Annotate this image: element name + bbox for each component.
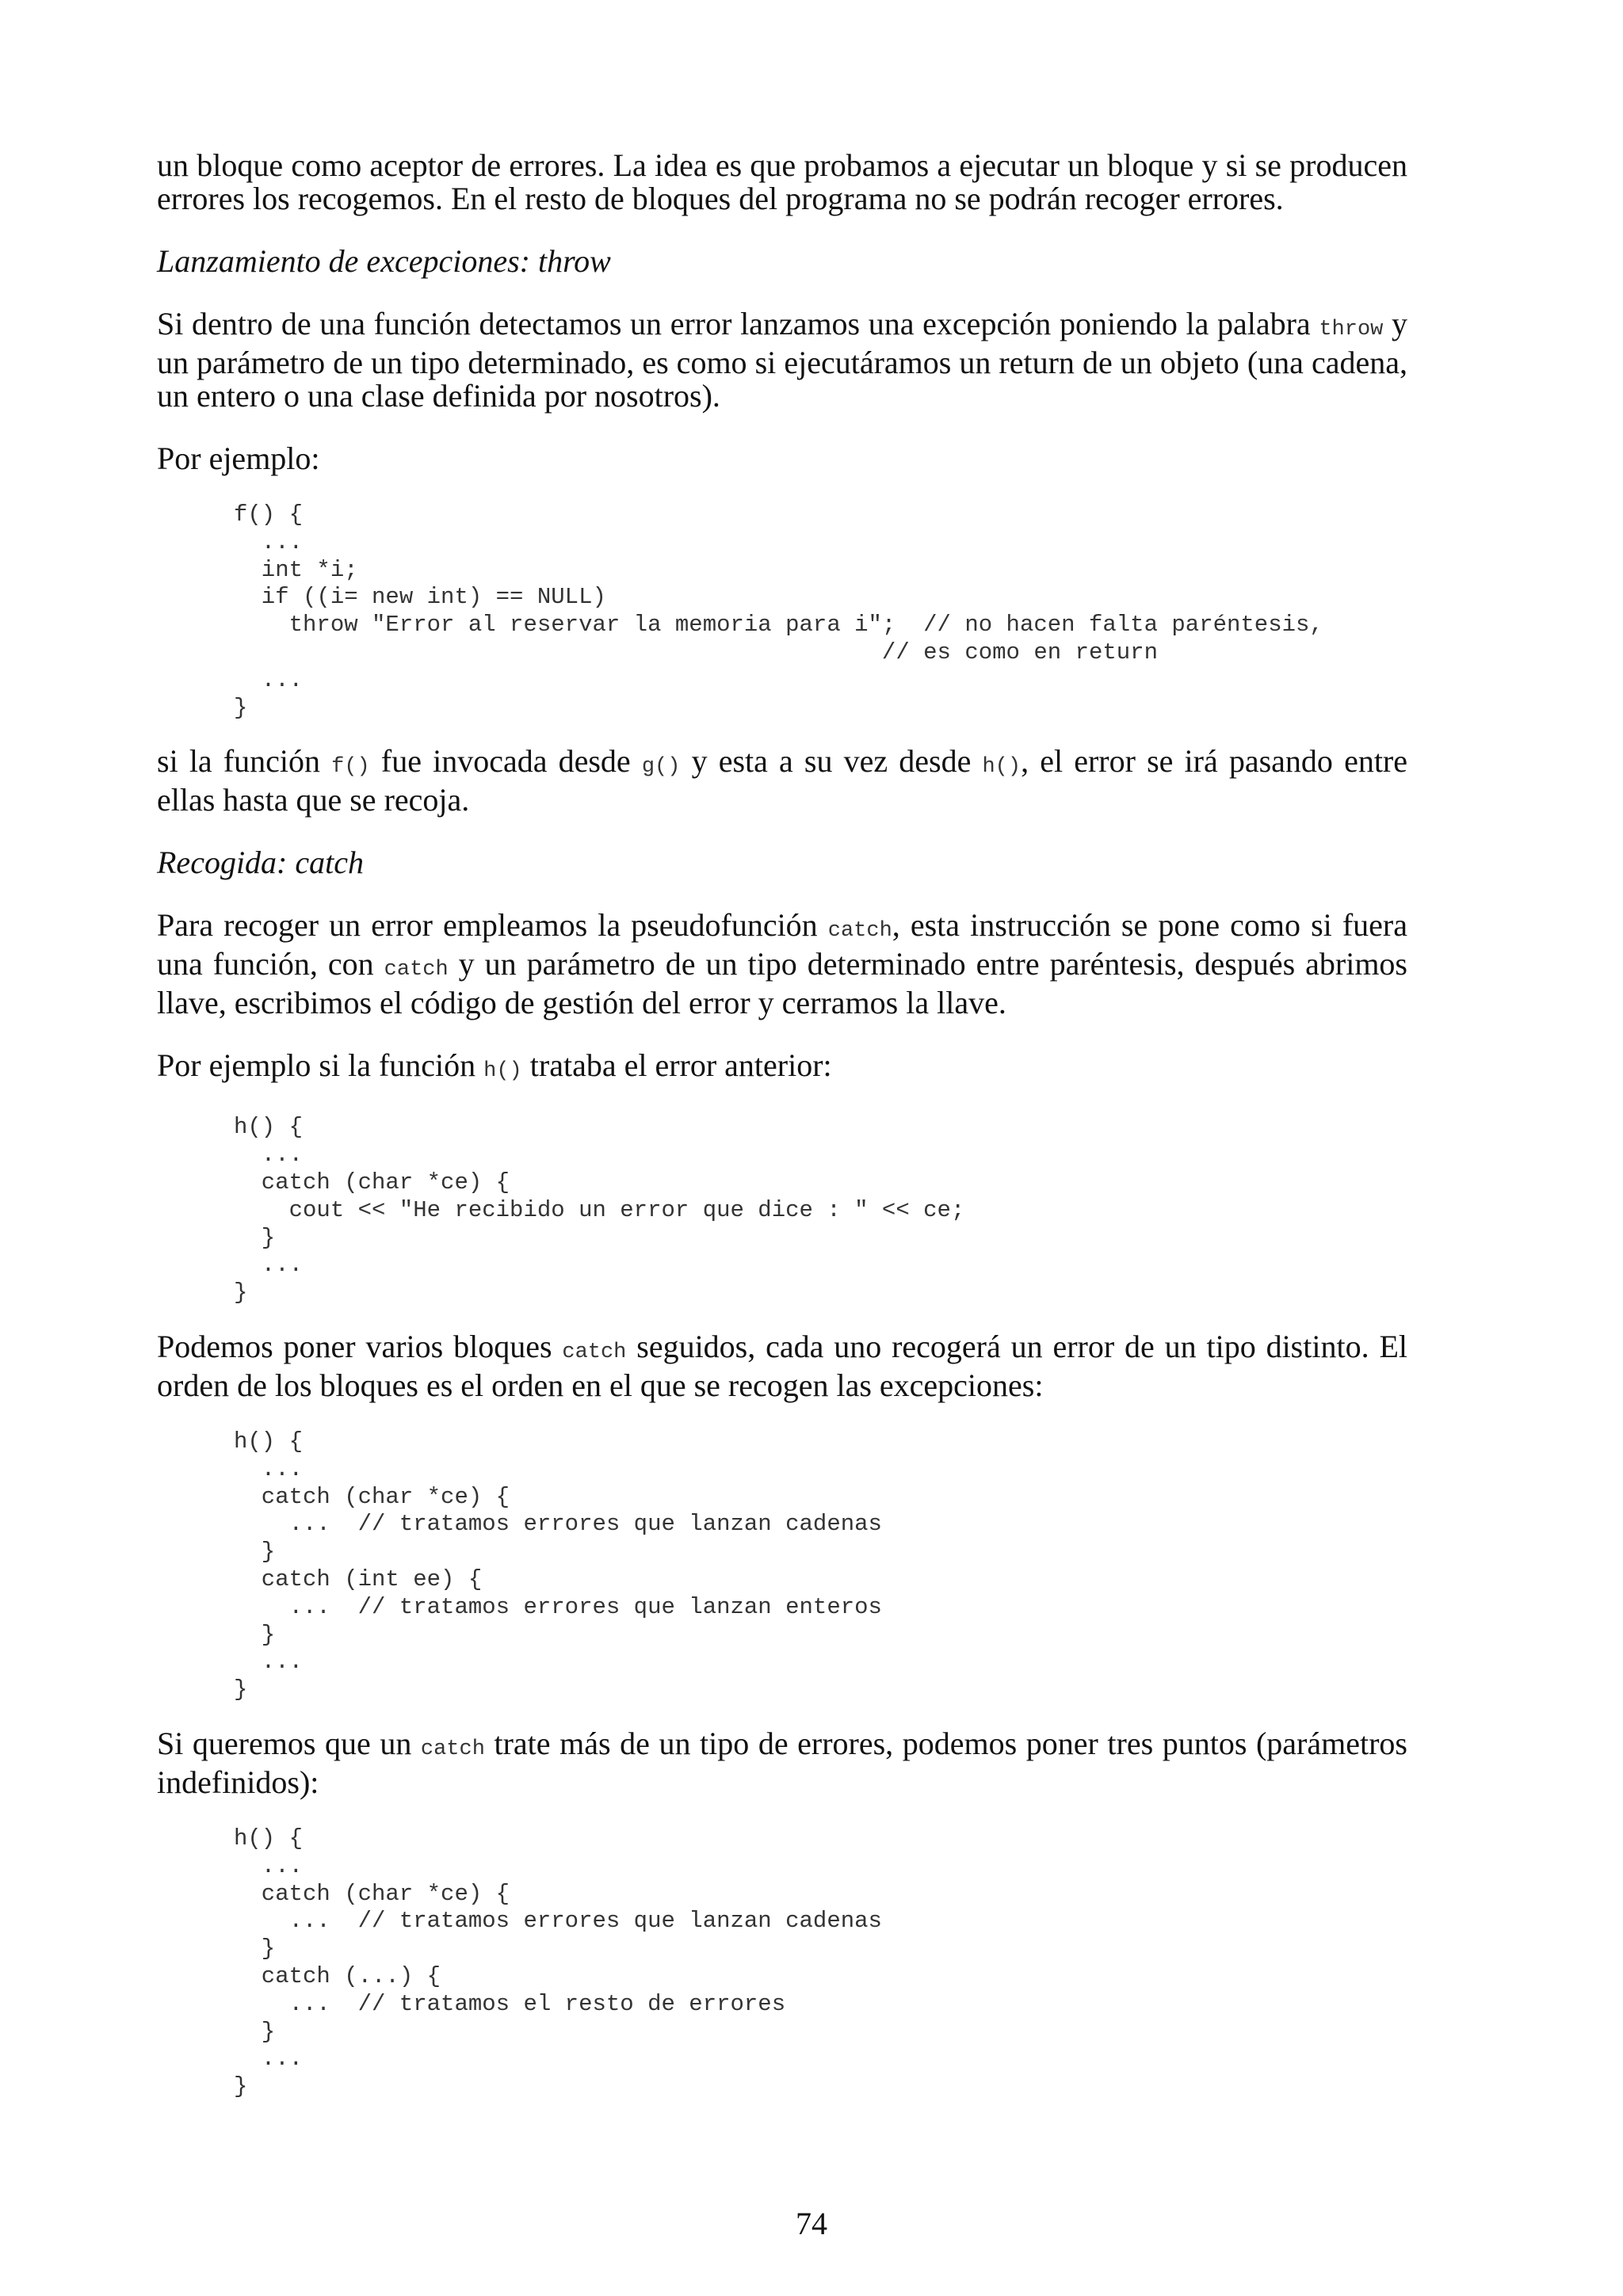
code-block-throw-example: f() { ... int *i; if ((i= new int) == NULL) throw "Error al reservar la memoria para i"; // no hacen falta paréntesis, // es como en return ... }	[234, 502, 1323, 721]
paragraph-multiple-catch	[157, 1330, 1407, 1402]
paragraph-catch-example-label	[157, 1049, 1407, 1088]
heading-catch: Recogida: catch	[157, 845, 364, 881]
heading-throw: Lanzamiento de excepciones: throw	[157, 243, 611, 279]
text-segment: trataba el error anterior:	[521, 1047, 832, 1084]
text-segment: si la función	[157, 743, 332, 780]
inline-code-h: h()	[483, 1059, 522, 1084]
paragraph-catch-all	[157, 1727, 1407, 1799]
text-segment: Si queremos que un	[157, 1725, 421, 1761]
paragraph-intro: un bloque como aceptor de errores. La idea es que probamos a ejecutar un bloque y si se producen errores los recogemos. En el resto de bloques del programa no se podrán recoger errores.	[157, 147, 1407, 216]
inline-code-g: g()	[641, 755, 681, 780]
code-block-multiple-catch: h() { ... catch (char *ce) { ... // tratamos errores que lanzan cadenas } catch (int ee) { ... // tratamos errores que lanzan enteros } ... }	[234, 1428, 882, 1703]
page-number: 74	[796, 2206, 827, 2241]
text-segment: trate más de un tipo de errores, podemos poner tres puntos (parámetros indefinidos):	[157, 1725, 1407, 1800]
paragraph-propagation	[157, 745, 1407, 817]
page-content	[157, 149, 1407, 2101]
text-segment: Para recoger un error empleamos la pseudofunción	[157, 907, 828, 944]
paragraph-example-label: Por ejemplo:	[157, 441, 320, 476]
inline-code-h: h()	[982, 755, 1022, 780]
paragraph-catch-description	[157, 909, 1407, 1020]
code-block-catch-all: h() { ... catch (char *ce) { ... // tratamos errores que lanzan cadenas } catch (...) { ... // tratamos el resto de errores } ... }	[234, 1825, 882, 2100]
inline-code-throw: throw	[1319, 318, 1384, 341]
inline-code-catch: catch	[420, 1737, 485, 1761]
text-segment: , el error se irá pasando entre ellas hasta que se recoja.	[157, 743, 1408, 818]
text-segment: y un parámetro de un tipo determinado, es como si ejecutáramos un return de un objeto (una cadena, un entero o una clase definida por nosotros).	[157, 306, 1408, 414]
inline-code-catch: catch	[827, 919, 892, 944]
text-segment: fue invocada desde	[369, 743, 642, 780]
text-segment: Si dentro de una función detectamos un error lanzamos una excepción poniendo la palabra	[157, 306, 1319, 341]
inline-code-catch: catch	[384, 958, 449, 982]
text-segment: , esta instrucción se pone como si fuera una función, con	[157, 907, 1407, 982]
text-segment: seguidos, cada uno recogerá un error de un tipo distinto. El orden de los bloques es el orden en el que se recogen las excepciones:	[157, 1328, 1407, 1403]
code-block-catch-example: h() { ... catch (char *ce) { cout << "He recibido un error que dice : " << ce; } ... }	[234, 1114, 965, 1306]
inline-code-f: f()	[331, 755, 370, 780]
paragraph-throw-description	[157, 307, 1407, 413]
inline-code-catch: catch	[562, 1340, 627, 1364]
text-segment: y esta a su vez desde	[680, 743, 983, 780]
text-segment: y un parámetro de un tipo determinado entre paréntesis, después abrimos llave, escribimos el código de gestión del error y cerramos la llave.	[157, 946, 1407, 1021]
text-segment: Podemos poner varios bloques	[157, 1328, 563, 1364]
text-segment: Por ejemplo si la función	[157, 1047, 484, 1084]
